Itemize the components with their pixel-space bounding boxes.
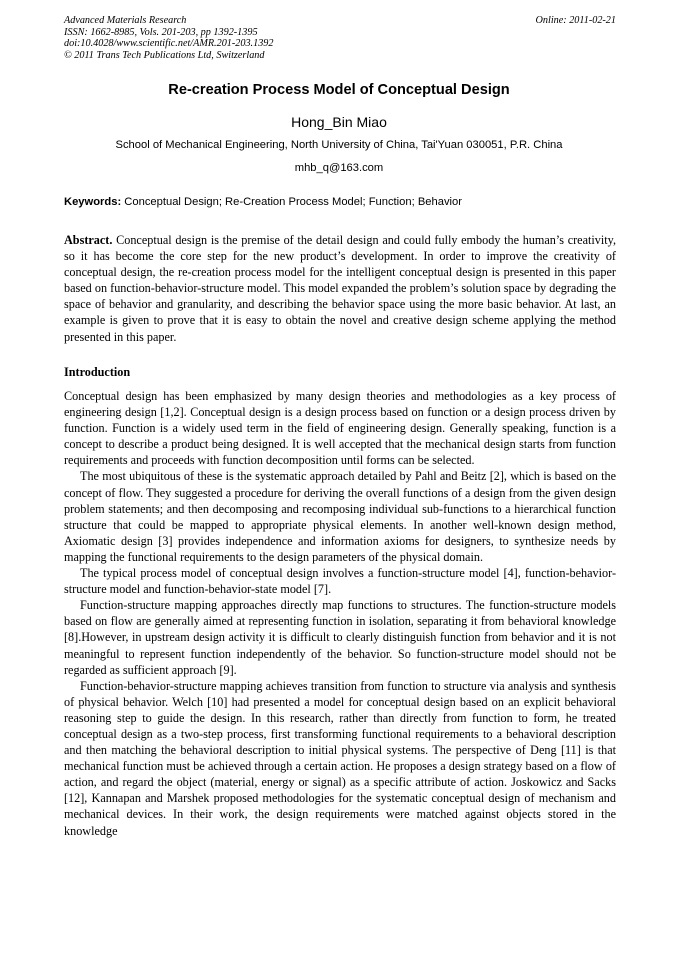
keywords-line <box>64 196 616 208</box>
author-email: mhb_q@163.com <box>294 162 384 174</box>
abstract-text: Conceptual design is the premise of the detail design and could fully embody the human’s creativity, so it has become the core step for the new product’s development. In order to improve the creativity of conceptual design, the re-creation process model for the intelligent conceptual design is presented in this paper based on function-behavior-structure model. This model expanded the problem’s solution space by degrading the space of behavior and granularity, and describing the behavior space using the more basic behavior. At last, an example is given to prove that it is easy to obtain the novel and creative design scheme applying the method presented in this paper. <box>64 233 616 344</box>
author-affiliation: School of Mechanical Engineering, North University of China, Tai'Yuan 030051, P.R. China <box>115 139 563 151</box>
journal-header <box>64 15 616 61</box>
introduction-body <box>64 388 616 839</box>
issn-line: ISSN: 1662-8985, Vols. 201-203, pp 1392-1395 <box>64 26 258 38</box>
body-paragraph: Conceptual design has been emphasized by many design theories and methodologies as a key process of engineering design [1,2]. Conceptual design is a design process based on function or a design process driven by function. Function is a widely used term in the field of engineering design. Generally speaking, function is a concept to describe a product being designed. It is well accepted that the mechanical design starts from function requirements and proceeds with function decomposition until forms can be selected. <box>64 389 616 468</box>
copyright-line: © 2011 Trans Tech Publications Ltd, Switzerland <box>64 49 265 61</box>
paper-title: Re-creation Process Model of Conceptual Design <box>168 82 510 98</box>
journal-name: Advanced Materials Research <box>64 15 187 26</box>
keywords-text: Conceptual Design; Re-Creation Process Model; Function; Behavior <box>121 196 462 208</box>
doi-line: doi:10.4028/www.scientific.net/AMR.201-203.1392 <box>64 38 274 50</box>
online-date: Online: 2011-02-21 <box>535 15 616 26</box>
body-paragraph: The most ubiquitous of these is the systematic approach detailed by Pahl and Beitz [2], which is based on the concept of flow. They suggested a procedure for deriving the overall functions of a design from the given design problem statements; and then decomposing and recomposing individual sub-functions to a hierarchical function structure that could be mapped to appropriate physical elements. In another well-known design method, Axiomatic design [3] provides independence and information axioms for designers, to synthesize needs by mapping the functional requirements to the design parameters of the physical domain. <box>64 469 616 564</box>
body-paragraph: Function-structure mapping approaches directly map functions to structures. The function-structure models based on flow are generally aimed at representing function in isolation, separating it from behavioral knowledge [8].However, in upstream design activity it is difficult to clearly distinguish function from behavior and it is not meaningful to represent function independently of the behavior. So function-structure model should not be regarded as sufficient approach [9]. <box>64 598 616 677</box>
abstract-label: Abstract. <box>64 233 113 247</box>
body-paragraph: Function-behavior-structure mapping achieves transition from function to structure via analysis and synthesis of physical behavior. Welch [10] had presented a model for conceptual design based on an explicit behavioral reasoning step to guide the design. In this research, rather than directly from function to form, he treated conceptual design as a two-step process, first transforming functional requirements to a behavioral description and then matching the behavioral description to initial physical systems. The perspective of Deng [11] is that mechanical function must be achieved through a certain action. He proposes a design strategy based on a flow of action, and regard the object (material, energy or signal) as a specific attribute of action. Joskowicz and Sacks [12], Kannapan and Marshek proposed methodologies for the systematic conceptual design of mechanism and mechanical devices. In their work, the design requirements were matched against objects stored in the knowledge <box>64 678 616 838</box>
body-paragraph: The typical process model of conceptual design involves a function-structure model [4], function-behavior-structure model and function-behavior-state model [7]. <box>64 566 616 597</box>
keywords-label: Keywords: <box>64 196 122 208</box>
section-heading-introduction: Introduction <box>64 365 131 379</box>
abstract-paragraph <box>64 232 616 345</box>
author-name: Hong_Bin Miao <box>291 114 387 130</box>
